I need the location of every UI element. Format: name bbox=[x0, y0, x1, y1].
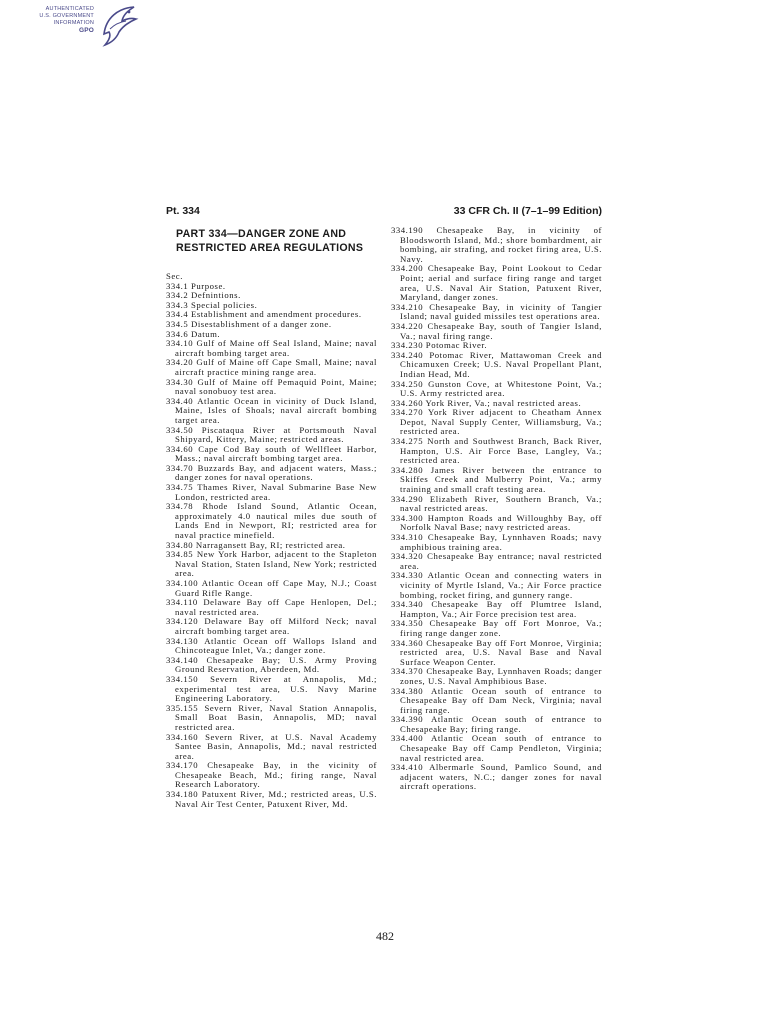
section-entry: 334.275 North and Southwest Branch, Back River, Hampton, U.S. Air Force Base, Langley, Va.; restricted area. bbox=[391, 436, 602, 466]
section-entry: 334.340 Chesapeake Bay off Plumtree Island, Hampton, Va.; Air Force precision test area. bbox=[391, 599, 602, 619]
section-entry: 334.85 New York Harbor, adjacent to the Stapleton Naval Station, Staten Island, New York; restricted area. bbox=[166, 549, 377, 579]
section-entry: 334.410 Albermarle Sound, Pamlico Sound, and adjacent waters, N.C.; danger zones for naval aircraft operations. bbox=[391, 762, 602, 792]
section-entry: 334.6 Datum. bbox=[166, 328, 221, 339]
cfr-edition-label: 33 CFR Ch. II (7–1–99 Edition) bbox=[453, 205, 602, 217]
section-entry: 334.280 James River between the entrance to Skiffes Creek and Mulberry Point, Va.; army training and small craft testing area. bbox=[391, 464, 602, 495]
part-title-line: PART 334—DANGER ZONE AND bbox=[176, 228, 347, 240]
running-head bbox=[166, 205, 602, 219]
gpo-badge-line: AUTHENTICATED bbox=[45, 6, 94, 12]
section-entry: 335.155 Severn River, Naval Station Annapolis, Small Boat Basin, Annapolis, MD; naval restricted area. bbox=[166, 702, 377, 732]
part-title bbox=[176, 227, 377, 255]
section-entry: 334.160 Severn River, at U.S. Naval Academy Santee Basin, Annapolis, Md.; naval restricted area. bbox=[166, 731, 377, 761]
gpo-badge-text bbox=[24, 6, 94, 34]
section-entry: 334.4 Establishment and amendment procedures. bbox=[166, 309, 362, 320]
gpo-authentication-badge bbox=[24, 4, 140, 50]
section-entry: 334.220 Chesapeake Bay, south of Tangier Island, Va.; naval firing range. bbox=[391, 320, 602, 341]
section-entry: 334.320 Chesapeake Bay entrance; naval restricted area. bbox=[391, 551, 602, 571]
gpo-badge-line: U.S. GOVERNMENT bbox=[39, 13, 94, 19]
section-entry: 334.40 Atlantic Ocean in vicinity of Duck Island, Maine, Isles of Shoals; naval aircraft bombing target area. bbox=[166, 395, 377, 425]
section-entry: 334.130 Atlantic Ocean off Wallops Island and Chincoteague Inlet, Va.; danger zone. bbox=[166, 635, 377, 656]
section-label: Sec. bbox=[166, 271, 183, 281]
gpo-badge-line: INFORMATION bbox=[53, 20, 94, 26]
section-entry: 334.330 Atlantic Ocean and connecting waters in vicinity of Myrtle Island, Va.; Air Force practice bombing, rocket firing, and gunnery range. bbox=[391, 570, 602, 600]
section-entry: 334.230 Potomac River. bbox=[391, 340, 488, 351]
section-entry: 334.80 Narragansett Bay, RI; restricted area. bbox=[166, 539, 346, 550]
section-entry: 334.75 Thames River, Naval Submarine Base New London, restricted area. bbox=[166, 482, 377, 502]
section-entry: 334.360 Chesapeake Bay off Fort Monroe, Virginia; restricted area, U.S. Naval Base and Naval Surface Weapon Center. bbox=[391, 637, 602, 667]
section-entry: 334.190 Chesapeake Bay, in vicinity of Bloodsworth Island, Md.; shore bombardment, air bombing, air strafing, and rocket firing area, U.S. Navy. bbox=[391, 225, 602, 264]
section-entry: 334.5 Disestablishment of a danger zone. bbox=[166, 318, 332, 329]
section-entry: 334.350 Chesapeake Bay off Fort Monroe, Va.; firing range danger zone. bbox=[391, 618, 602, 638]
section-entry: 334.390 Atlantic Ocean south of entrance to Chesapeake Bay; firing range. bbox=[391, 714, 602, 734]
section-entry: 334.70 Buzzards Bay, and adjacent waters, Mass.; danger zones for naval operations. bbox=[166, 462, 377, 483]
section-entry: 334.20 Gulf of Maine off Cape Small, Maine; naval aircraft practice mining range area. bbox=[166, 357, 377, 377]
section-entry: 334.370 Chesapeake Bay, Lynnhaven Roads; danger zones, U.S. Naval Amphibious Base. bbox=[391, 666, 602, 686]
section-entry: 334.140 Chesapeake Bay; U.S. Army Proving Ground Reservation, Aberdeen, Md. bbox=[166, 654, 377, 675]
section-entry: 334.400 Atlantic Ocean south of entrance to Chesapeake Bay off Camp Pendleton, Virginia; naval restricted area. bbox=[391, 733, 602, 763]
part-title-line: RESTRICTED AREA REGULATIONS bbox=[176, 242, 364, 254]
part-label: Pt. 334 bbox=[166, 205, 200, 217]
section-entry: 334.110 Delaware Bay off Cape Henlopen, Del.; naval restricted area. bbox=[166, 597, 377, 617]
section-entry: 334.270 York River adjacent to Cheatham Annex Depot, Naval Supply Center, Williamsburg, Va.; restricted area. bbox=[391, 407, 602, 437]
section-entry: 334.3 Special policies. bbox=[166, 299, 258, 310]
section-entry: 334.60 Cape Cod Bay south of Wellfleet Harbor, Mass.; naval aircraft bombing target area. bbox=[166, 443, 377, 464]
section-entry: 334.200 Chesapeake Bay, Point Lookout to Cedar Point; aerial and surface firing range and target area, U.S. Naval Air Station, Patuxent River, Maryland, danger zones. bbox=[391, 263, 602, 303]
eagle-icon bbox=[96, 4, 140, 48]
section-entry: 334.240 Potomac River, Mattawoman Creek and Chicamuxen Creek; U.S. Naval Propellant Plant, Indian Head, Md. bbox=[391, 349, 602, 379]
gpo-badge-line: GPO bbox=[78, 27, 94, 34]
section-entry: 334.100 Atlantic Ocean off Cape May, N.J.; Coast Guard Rifle Range. bbox=[166, 578, 377, 598]
section-entry: 334.310 Chesapeake Bay, Lynnhaven Roads; navy amphibious training area. bbox=[391, 532, 602, 552]
right-column bbox=[391, 226, 602, 792]
section-entry: 334.2 Defnintions. bbox=[166, 290, 241, 301]
section-entry: 334.210 Chesapeake Bay, in vicinity of Tangier Island; naval guided missiles test operations area. bbox=[391, 301, 602, 322]
section-entry: 334.10 Gulf of Maine off Seal Island, Maine; naval aircraft bombing target area. bbox=[166, 338, 377, 358]
section-entry: 334.300 Hampton Roads and Willoughby Bay, off Norfolk Naval Base; navy restricted areas. bbox=[391, 512, 602, 533]
section-entry: 334.260 York River, Va.; naval restricted areas. bbox=[391, 397, 582, 408]
section-entry: 334.120 Delaware Bay off Milford Neck; naval aircraft bombing target area. bbox=[166, 616, 377, 636]
section-list-right bbox=[391, 226, 602, 792]
section-entry: 334.30 Gulf of Maine off Pemaquid Point, Maine; naval sonobuoy test area. bbox=[166, 376, 377, 397]
section-entry: 334.1 Purpose. bbox=[166, 280, 226, 291]
section-list-left bbox=[166, 282, 377, 810]
left-column bbox=[166, 226, 377, 809]
section-entry: 334.290 Elizabeth River, Southern Branch, Va.; naval restricted areas. bbox=[391, 493, 602, 514]
section-entry: 334.50 Piscataqua River at Portsmouth Naval Shipyard, Kittery, Maine; restricted areas. bbox=[166, 424, 377, 445]
section-entry: 334.180 Patuxent River, Md.; restricted areas, U.S. Naval Air Test Center, Patuxent River, Md. bbox=[166, 789, 377, 809]
page-number: 482 bbox=[376, 929, 394, 943]
section-entry: 334.170 Chesapeake Bay, in the vicinity of Chesapeake Beach, Md.; firing range, Naval Research Laboratory. bbox=[166, 760, 377, 790]
section-entry: 334.250 Gunston Cove, at Whitestone Point, Va.; U.S. Army restricted area. bbox=[391, 378, 602, 399]
section-entry: 334.150 Severn River at Annapolis, Md.; experimental test area, U.S. Navy Marine Engineering Laboratory. bbox=[166, 673, 377, 704]
section-entry: 334.380 Atlantic Ocean south of entrance to Chesapeake Bay off Dam Neck, Virginia; naval firing range. bbox=[391, 685, 602, 715]
section-entry: 334.78 Rhode Island Sound, Atlantic Ocean, approximately 4.0 nautical miles due south of Lands End in Newport, RI; restricted area for naval practice minefield. bbox=[166, 501, 377, 541]
